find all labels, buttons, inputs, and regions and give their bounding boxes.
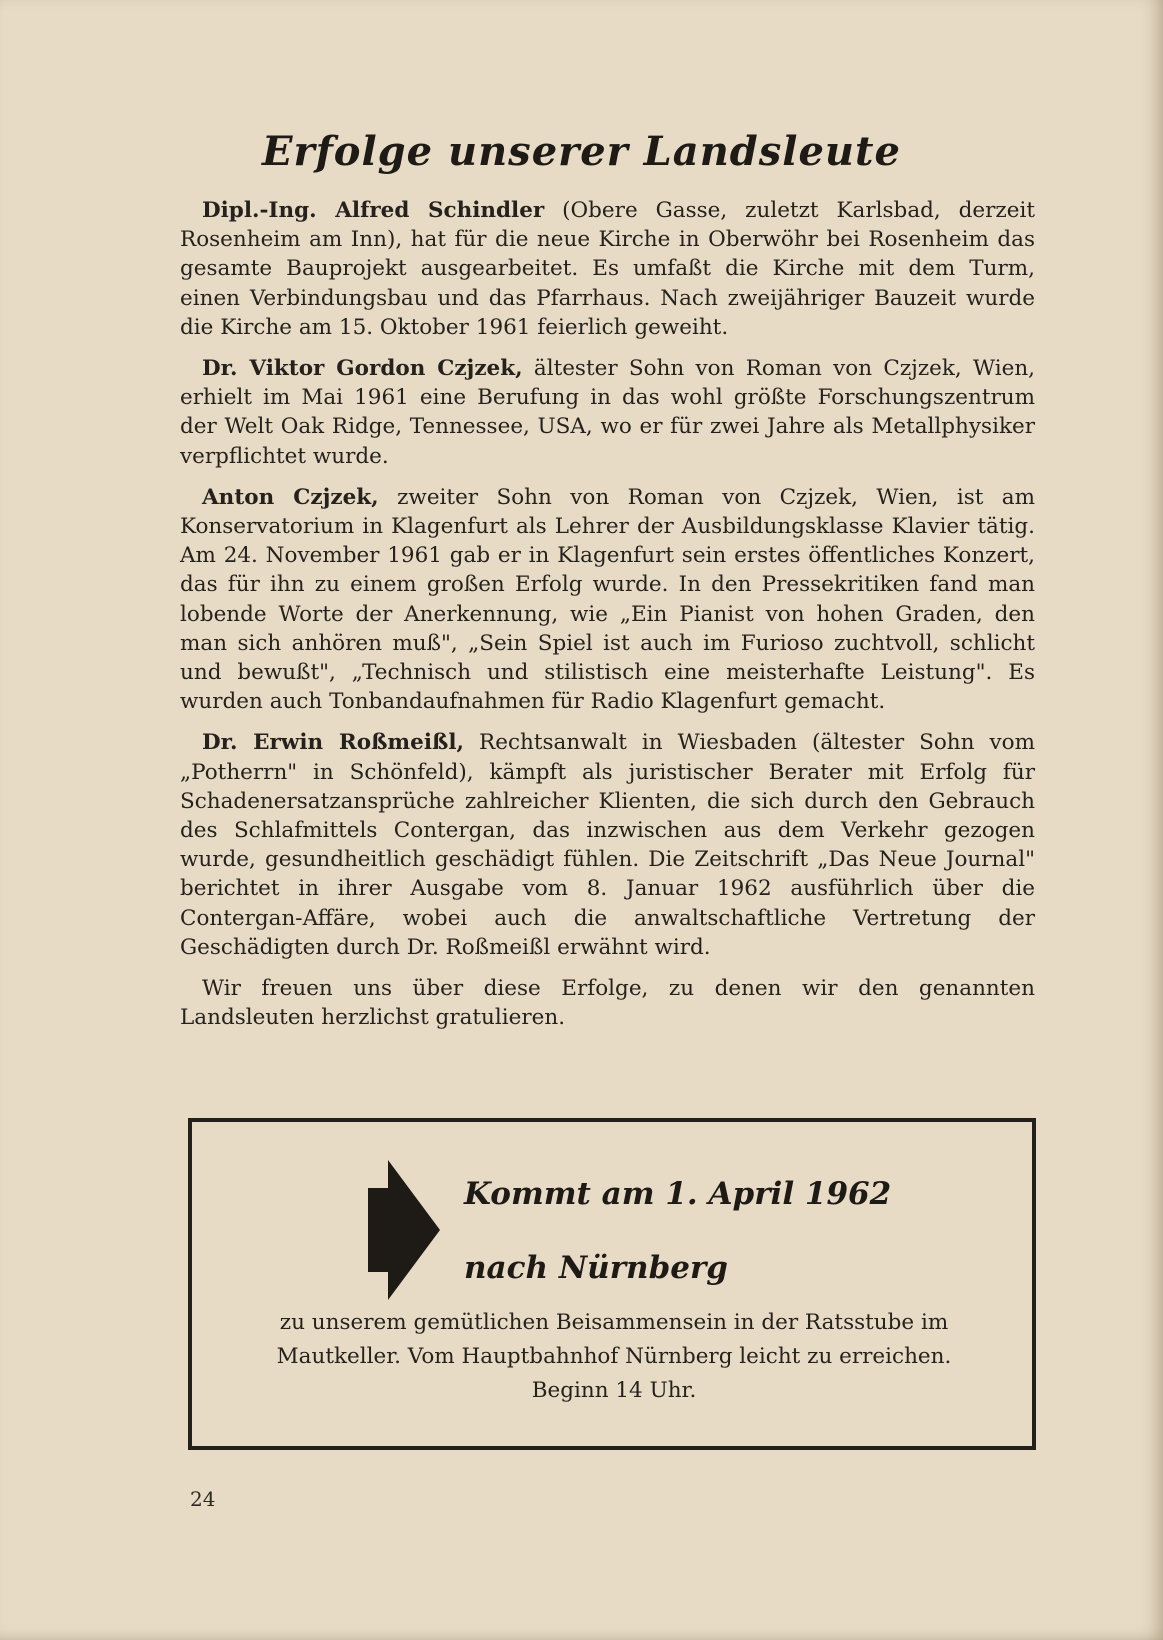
paragraph-text: ältester Sohn von Roman von Czjzek, Wien, erhielt im Mai 1961 eine Berufung in das wohl größte Forschungszentrum der Welt Oak Ridge, Tennessee, USA, wo er für zwei Jahre als Metallphysiker verpflichtet wurde.	[180, 356, 1035, 469]
paragraph-text: (Obere Gasse, zuletzt Karlsbad, derzeit Rosenheim am Inn), hat für die neue Kirche in Oberwöhr bei Rosenheim das gesamte Bauprojekt ausgearbeitet. Es umfaßt die Kirche mit dem Turm, einen Verbindungsbau und das Pfarrhaus. Nach zweijähriger Bauzeit wurde die Kirche am 15. Oktober 1961 feierlich geweiht.	[180, 198, 1036, 340]
person-name: Dr. Erwin Roßmeißl,	[202, 730, 464, 756]
headline-line-1: Kommt am 1. April 1962	[464, 1176, 892, 1212]
person-name: Dipl.-Ing. Alfred Schindler	[202, 198, 545, 223]
paragraph-rossmeissl	[180, 728, 1035, 962]
person-name: Dr. Viktor Gordon Czjzek,	[202, 356, 523, 382]
article-title: Erfolge unserer Landsleute	[262, 128, 901, 175]
paragraph-text: zweiter Sohn von Roman von Czjzek, Wien, ist am Konservatorium in Klagenfurt als Lehrer der Ausbildungsklasse Klavier tätig. Am 24. November 1961 gab er in Klagenfurt sein erstes öffentliches Konzert, das für ihn zu einem großen Erfolg wurde. In den Pressekritiken fand man lobende Worte der Anerkennung, wie „Ein Pianist von hohen Graden, den man sich anhören muß", „Sein Spiel ist auch im Furioso zuchtvoll, schlicht und bewußt", „Technisch und stilistisch eine meisterhafte Leistung". Es wurden auch Tonbandaufnahmen für Radio Klagenfurt gemacht.	[180, 484, 1035, 715]
arrow-right-icon	[368, 1160, 440, 1300]
announcement-headline	[464, 1170, 1024, 1292]
announcement-box	[188, 1118, 1036, 1450]
paragraph-schindler	[180, 196, 1035, 342]
article-body	[180, 196, 1035, 1044]
closing-paragraph: Wir freuen uns über diese Erfolge, zu denen wir den genannten Landsleuten herzlichst gratulieren.	[180, 976, 1035, 1031]
page-number: 24	[190, 1487, 216, 1511]
invite-line-3: Beginn 14 Uhr.	[531, 1378, 697, 1403]
announcement-details	[216, 1306, 1012, 1408]
invite-line-1: zu unserem gemütlichen Beisammensein in der Ratsstube im	[279, 1310, 949, 1335]
paragraph-anton-czjzek	[180, 483, 1035, 717]
headline-line-2: nach Nürnberg	[464, 1250, 728, 1286]
person-name: Anton Czjzek,	[202, 484, 379, 510]
paragraph-text: Rechtsanwalt in Wiesbaden (ältester Sohn vom „Potherrn" in Schönfeld), kämpft als juristischer Berater mit Erfolg für Schadenersatzansprüche zahlreicher Klienten, die sich durch den Gebrauch des Schlafmittels Contergan, das inzwischen aus dem Verkehr gezogen wurde, gesundheitlich geschädigt fühlen. Die Zeitschrift „Das Neue Journal" berichtet in ihrer Ausgabe vom 8. Januar 1962 ausführlich über die Contergan-Affäre, wobei auch die anwaltschaftliche Vertretung der Geschädigten durch Dr. Roßmeißl erwähnt wird.	[180, 730, 1035, 960]
invite-line-2: Mautkeller. Vom Hauptbahnhof Nürnberg leicht zu erreichen.	[276, 1344, 952, 1369]
paragraph-viktor-czjzek	[180, 354, 1035, 471]
